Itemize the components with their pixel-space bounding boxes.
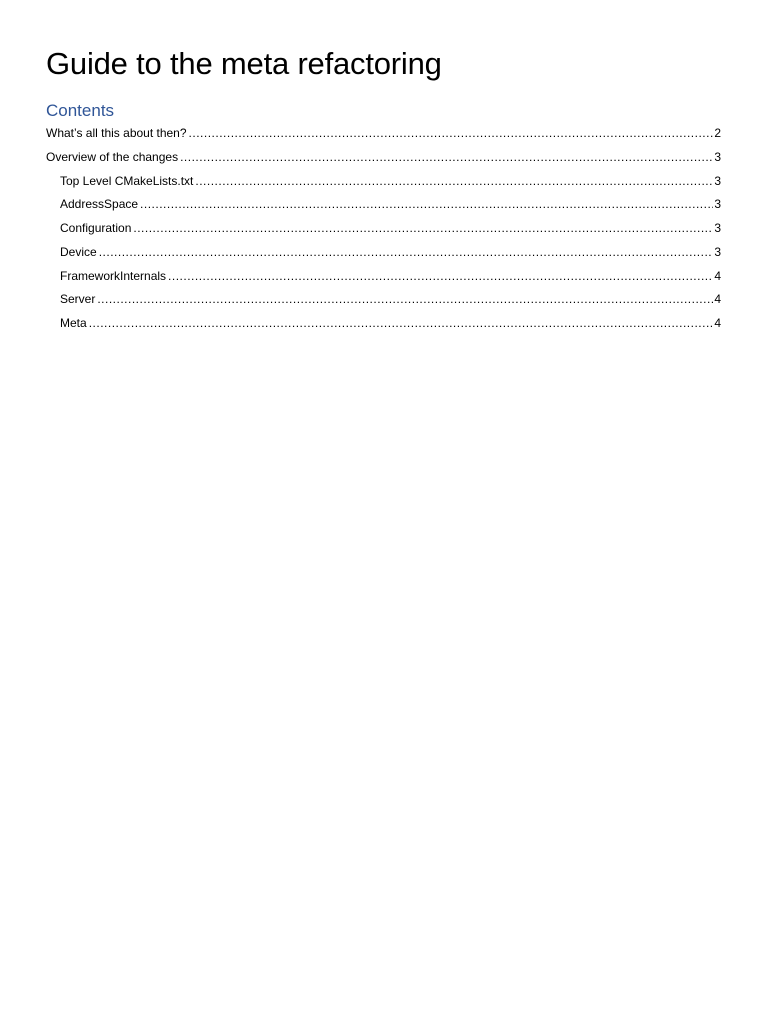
toc-entry-label: Meta [60,316,87,330]
toc-entry-server[interactable] [46,290,721,314]
toc-entry-meta[interactable] [46,314,721,338]
toc-page-number: 3 [714,173,721,188]
toc-page-number: 3 [714,221,721,235]
toc-dot-leader [189,124,714,142]
toc-page-number: 4 [714,292,721,307]
toc-entry-frameworkinternals[interactable] [46,267,721,291]
toc-dot-leader [168,267,713,285]
toc-page-number: 3 [714,149,721,164]
toc-entry-addressspace[interactable] [46,195,721,219]
toc-heading: Contents [46,101,115,120]
toc-entry-label: Overview of the changes [46,149,179,164]
toc-entry-label: Server [60,292,96,307]
toc-dot-leader [133,219,713,237]
toc-entry-top-level-cmakelists[interactable] [46,172,721,196]
table-of-contents [46,124,721,338]
toc-entry-device[interactable] [46,243,721,267]
toc-dot-leader [99,243,714,261]
toc-page-number: 2 [714,126,721,140]
toc-dot-leader [89,314,714,332]
toc-dot-leader [180,148,713,166]
document-title: Guide to the meta refactoring [46,46,442,81]
toc-page-number: 3 [714,197,721,212]
toc-entry-whats-all-this-about-then[interactable] [46,124,721,148]
toc-entry-label: Top Level CMakeLists.txt [60,173,194,188]
toc-page-number: 4 [714,268,721,283]
toc-entry-overview-of-the-changes[interactable] [46,148,721,172]
toc-entry-label: Configuration [60,221,132,235]
toc-entry-label: What’s all this about then? [46,126,187,140]
toc-dot-leader [195,172,713,190]
toc-entry-configuration[interactable] [46,219,721,243]
toc-page-number: 4 [714,316,721,330]
toc-dot-leader [97,290,713,308]
toc-entry-label: AddressSpace [60,197,139,212]
toc-dot-leader [140,195,713,213]
toc-page-number: 3 [714,244,721,259]
toc-entry-label: Device [60,244,97,259]
toc-entry-label: FrameworkInternals [60,268,167,283]
